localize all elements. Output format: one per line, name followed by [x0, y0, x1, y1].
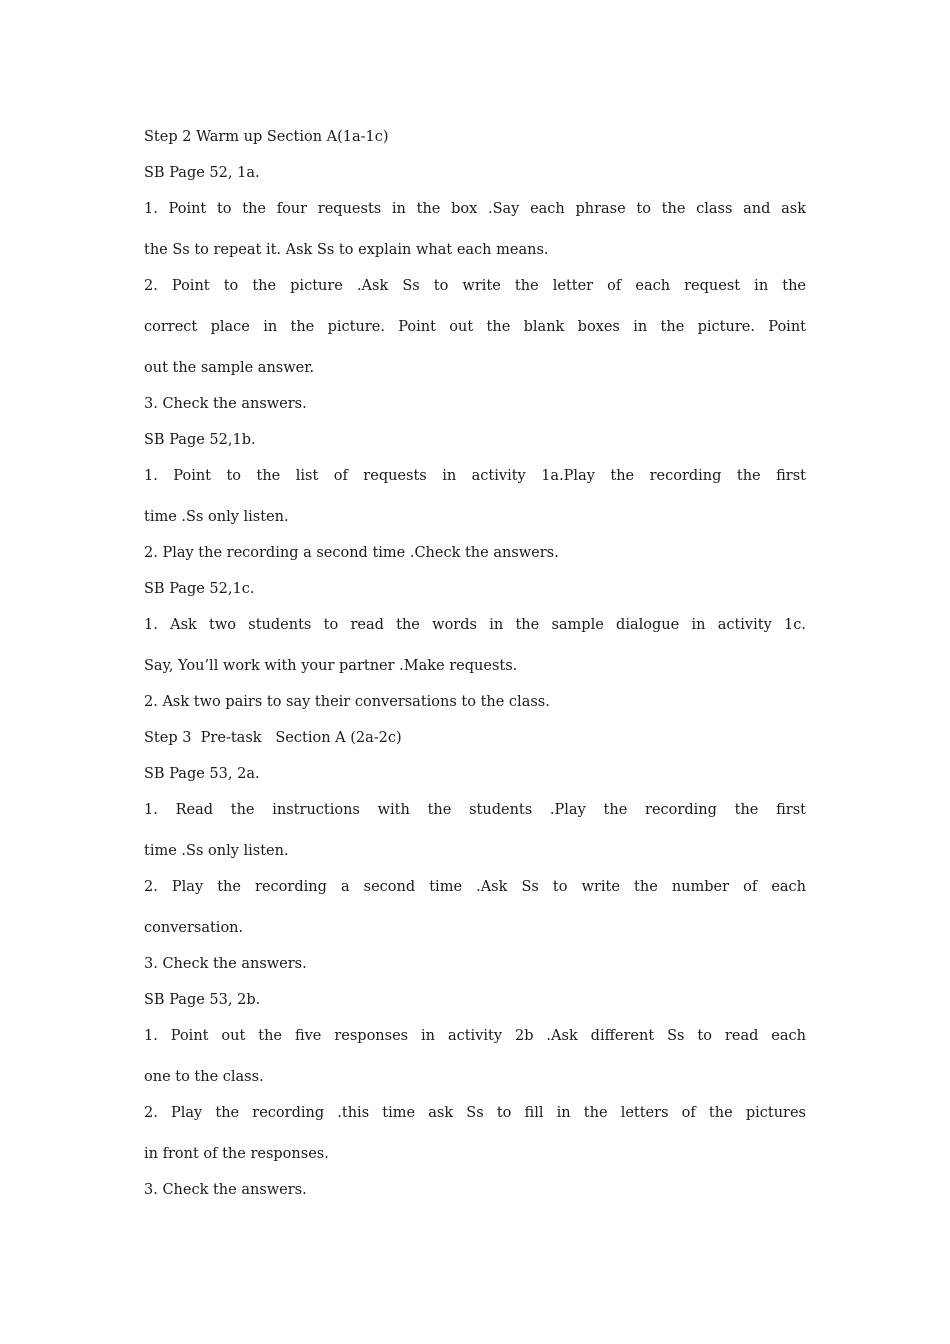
paragraph-line: 1. Read the instructions with the students .Play the recording the first [144, 802, 806, 818]
paragraph-line: out the sample answer. [144, 360, 315, 376]
sb-page-52-1b: SB Page 52,1b. [144, 432, 256, 448]
paragraph-line: one to the class. [144, 1069, 264, 1085]
paragraph-line: 2. Ask two pairs to say their conversations to the class. [144, 694, 550, 710]
paragraph-line: 2. Play the recording a second time .Check the answers. [144, 545, 559, 561]
paragraph-line: 1. Point to the four requests in the box .Say each phrase to the class and ask [144, 201, 806, 217]
paragraph-line: the Ss to repeat it. Ask Ss to explain what each means. [144, 242, 549, 258]
paragraph-line: 2. Point to the picture .Ask Ss to write the letter of each request in the [144, 278, 806, 294]
paragraph-line: conversation. [144, 920, 244, 936]
sb-page-53-2a: SB Page 53, 2a. [144, 766, 260, 782]
paragraph-line: 3. Check the answers. [144, 956, 307, 972]
paragraph-line: in front of the responses. [144, 1146, 329, 1162]
paragraph-line: 1. Ask two students to read the words in the sample dialogue in activity 1c. [144, 617, 806, 633]
paragraph-line: 3. Check the answers. [144, 396, 307, 412]
paragraph-line: 2. Play the recording a second time .Ask Ss to write the number of each [144, 879, 806, 895]
step-3-heading: Step 3 Pre-task Section A (2a-2c) [144, 730, 402, 746]
document-page [144, 126, 806, 1215]
paragraph-line: Say, You’ll work with your partner .Make requests. [144, 658, 518, 674]
sb-page-52-1c: SB Page 52,1c. [144, 581, 255, 597]
paragraph-line: 1. Point to the list of requests in activity 1a.Play the recording the first [144, 468, 806, 484]
paragraph-line: time .Ss only listen. [144, 843, 289, 859]
paragraph-line: 3. Check the answers. [144, 1182, 307, 1198]
step-2-heading: Step 2 Warm up Section A(1a-1c) [144, 129, 389, 145]
sb-page-53-2b: SB Page 53, 2b. [144, 992, 261, 1008]
sb-page-52-1a: SB Page 52, 1a. [144, 165, 260, 181]
paragraph-line: 1. Point out the five responses in activity 2b .Ask different Ss to read each [144, 1028, 806, 1044]
paragraph-line: time .Ss only listen. [144, 509, 289, 525]
paragraph-line: correct place in the picture. Point out the blank boxes in the picture. Point [144, 319, 806, 335]
paragraph-line: 2. Play the recording .this time ask Ss to fill in the letters of the pictures [144, 1105, 806, 1121]
